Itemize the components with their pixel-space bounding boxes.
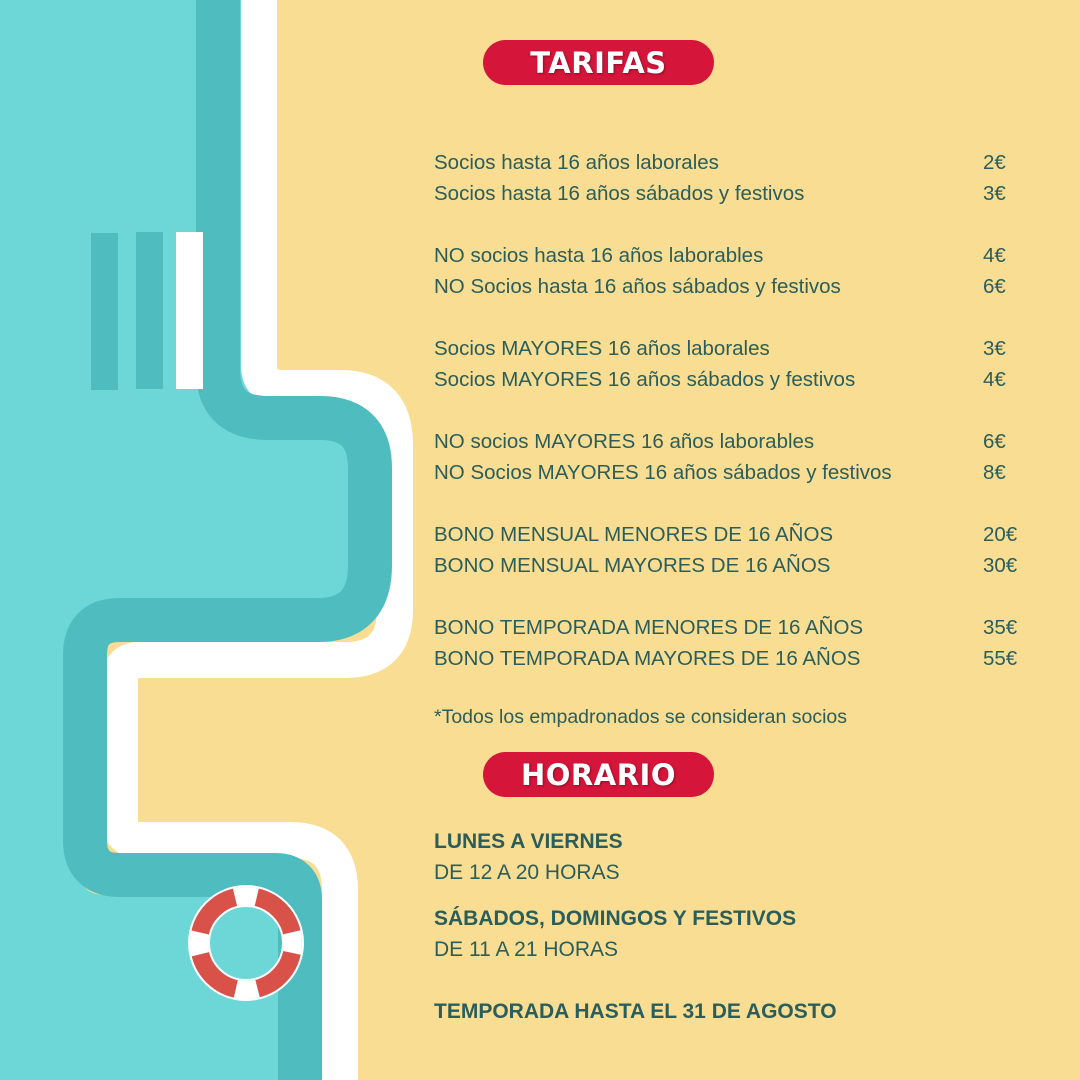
season-end: TEMPORADA HASTA EL 31 DE AGOSTO — [434, 1000, 837, 1023]
schedule-section — [434, 826, 837, 1027]
rate-label: Socios hasta 16 años sábados y festivos — [434, 182, 805, 205]
rate-label: Socios hasta 16 años laborales — [434, 151, 719, 174]
rate-row — [434, 333, 1034, 364]
rates-group — [434, 333, 1034, 395]
weekdays-hours: DE 12 A 20 HORAS — [434, 861, 620, 884]
rate-row — [434, 519, 1034, 550]
rates-group — [434, 426, 1034, 488]
rate-price: 20€ — [983, 523, 1018, 546]
rate-row — [434, 240, 1034, 271]
weekend-hours: DE 11 A 21 HORAS — [434, 938, 619, 961]
rate-row — [434, 364, 1034, 395]
rate-row — [434, 612, 1034, 643]
rate-row — [434, 457, 1034, 488]
tarifas-heading: TARIFAS — [483, 40, 714, 85]
rate-row — [434, 271, 1034, 302]
rate-row — [434, 643, 1034, 674]
ladder-bar — [136, 232, 163, 389]
rate-price: 2€ — [983, 151, 1006, 174]
horario-heading: HORARIO — [483, 752, 714, 797]
rate-price: 6€ — [983, 275, 1006, 298]
rate-price: 4€ — [983, 368, 1006, 391]
rate-price: 6€ — [983, 430, 1006, 453]
rate-price: 30€ — [983, 554, 1018, 577]
rate-row — [434, 178, 1034, 209]
weekend-label: SÁBADOS, DOMINGOS Y FESTIVOS — [434, 907, 797, 930]
rate-label: Socios MAYORES 16 años laborales — [434, 337, 770, 360]
rate-row — [434, 550, 1034, 581]
rates-group — [434, 612, 1034, 674]
rate-label: Socios MAYORES 16 años sábados y festivos — [434, 368, 856, 391]
rate-row — [434, 147, 1034, 178]
weekdays-label: LUNES A VIERNES — [434, 830, 623, 853]
rates-group — [434, 519, 1034, 581]
ladder-bar — [91, 233, 118, 390]
rate-price: 3€ — [983, 337, 1006, 360]
rate-price: 3€ — [983, 182, 1006, 205]
rate-label: BONO MENSUAL MENORES DE 16 AÑOS — [434, 523, 834, 546]
rate-label: NO Socios MAYORES 16 años sábados y festivos — [434, 461, 892, 484]
rate-price: 35€ — [983, 616, 1018, 639]
rate-label: BONO MENSUAL MAYORES DE 16 AÑOS — [434, 554, 831, 577]
ladder-bar — [176, 232, 203, 389]
rate-label: BONO TEMPORADA MENORES DE 16 AÑOS — [434, 616, 864, 639]
rates-list — [434, 147, 1034, 674]
rates-group — [434, 240, 1034, 302]
rate-label: NO socios hasta 16 años laborables — [434, 244, 764, 267]
rate-price: 8€ — [983, 461, 1006, 484]
rate-price: 4€ — [983, 244, 1006, 267]
rate-price: 55€ — [983, 647, 1018, 670]
rate-row — [434, 426, 1034, 457]
rates-group — [434, 147, 1034, 209]
rate-label: NO Socios hasta 16 años sábados y festivos — [434, 275, 841, 298]
residents-note: *Todos los empadronados se consideran socios — [434, 706, 847, 728]
rate-label: NO socios MAYORES 16 años laborables — [434, 430, 815, 453]
rate-label: BONO TEMPORADA MAYORES DE 16 AÑOS — [434, 647, 861, 670]
